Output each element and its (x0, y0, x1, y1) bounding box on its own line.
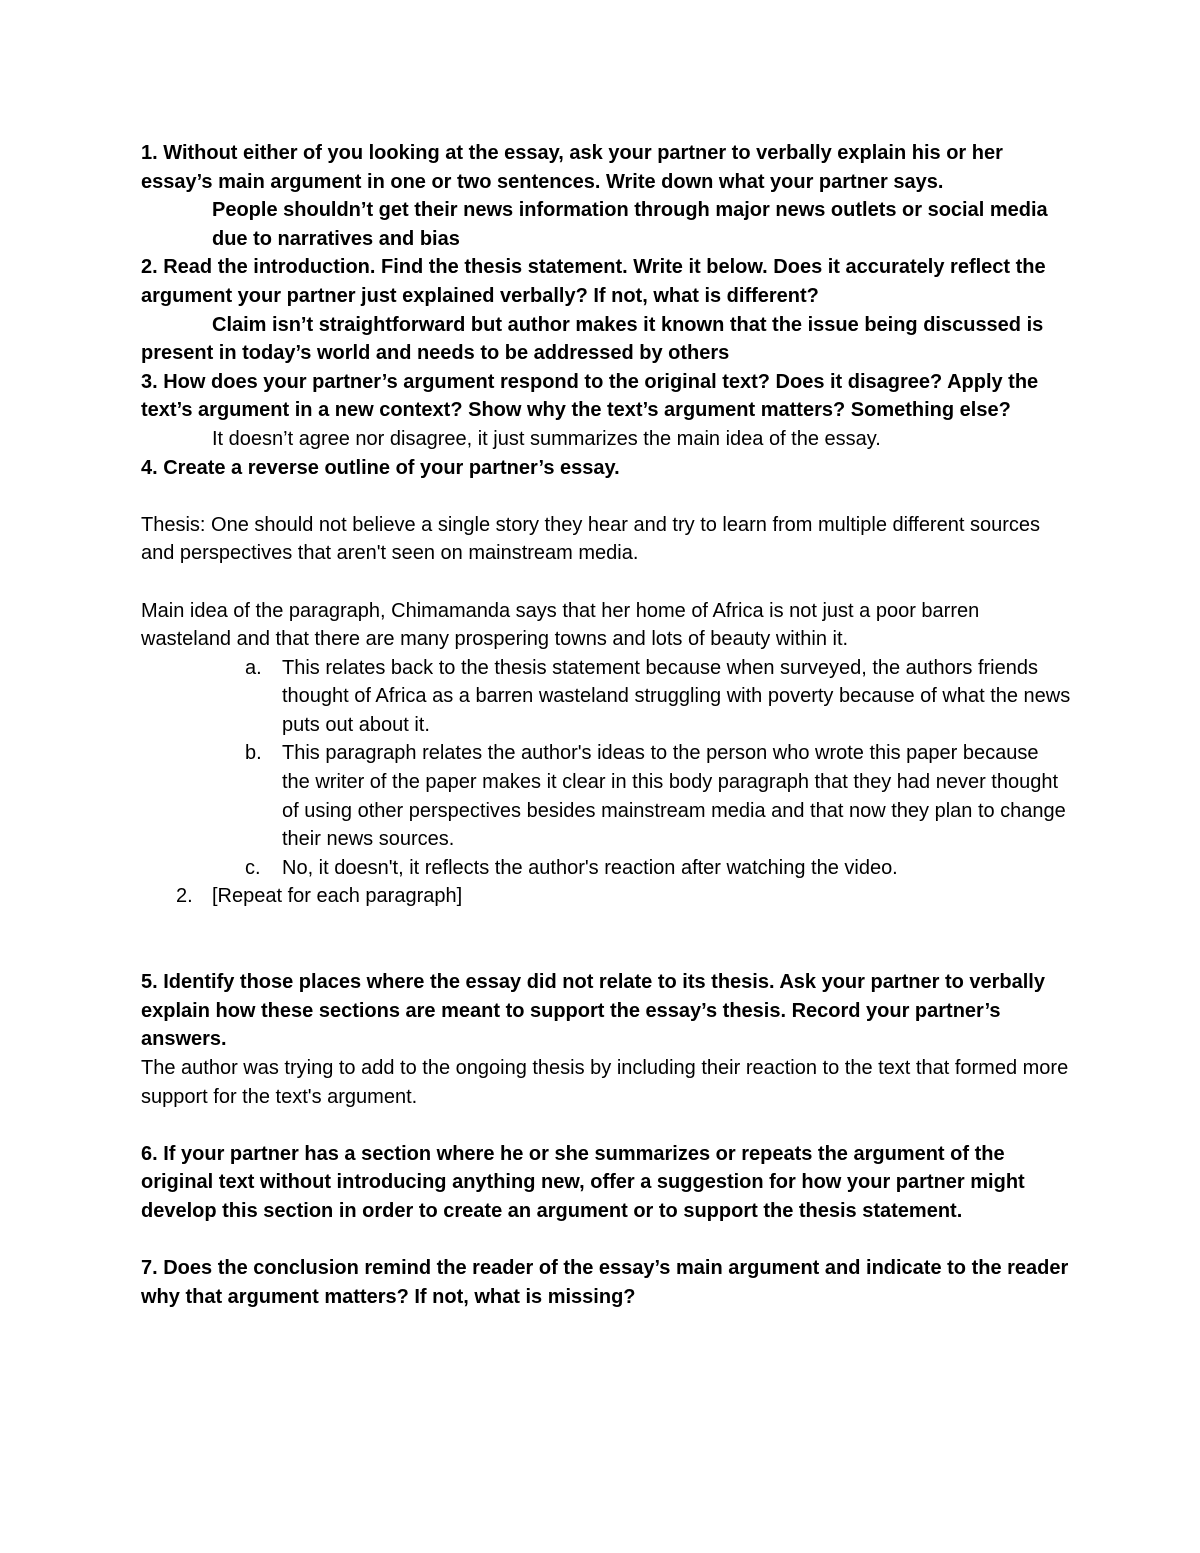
repeat-item (141, 882, 1071, 911)
list-item (141, 854, 1071, 883)
list-marker: c. (245, 856, 261, 879)
list-item-text: This relates back to the thesis statement because when surveyed, the authors friends thought of Africa as a barren wasteland struggling with poverty because of what the news puts out about it. (282, 656, 1071, 736)
answer-1: People shouldn’t get their news information through major news outlets or social media due to narratives and bias (212, 199, 1048, 250)
question-4: 4. Create a reverse outline of your partner’s essay. (141, 456, 620, 479)
question-5: 5. Identify those places where the essay did not relate to its thesis. Ask your partner to verbally explain how these sections are meant to support the essay’s thesis. Record your partner’s answers. (141, 971, 1045, 1051)
outline-sublist (141, 654, 1071, 883)
spacer (141, 1226, 1071, 1255)
list-item-text: [Repeat for each paragraph] (212, 885, 463, 908)
list-item (141, 654, 1071, 740)
answer-2: Claim isn’t straightforward but author makes it known that the issue being discussed is present in today’s world and needs to be addressed by others (141, 313, 1044, 365)
main-idea-text: Main idea of the paragraph, Chimamanda says that her home of Africa is not just a poor barren wasteland and that there are many prospering towns and lots of beauty within it. (141, 599, 980, 651)
list-item (141, 739, 1071, 853)
answer-3: It doesn’t agree nor disagree, it just summarizes the main idea of the essay. (212, 427, 881, 450)
list-marker: 2. (176, 885, 193, 908)
question-2: 2. Read the introduction. Find the thesis statement. Write it below. Does it accurately reflect the argument your partner just explained verbally? If not, what is different? (141, 256, 1046, 307)
list-item-text: This paragraph relates the author's ideas to the person who wrote this paper because the writer of the paper makes it clear in this body paragraph that they had never thought of using other perspectives besides mainstream media and that now they plan to change their news sources. (282, 742, 1066, 851)
question-3: 3. How does your partner’s argument respond to the original text? Does it disagree? Apply the text’s argument in a new context? Show why the text’s argument matters? Something else? (141, 370, 1039, 422)
thesis-text: Thesis: One should not believe a single story they hear and try to learn from multiple different sources and perspectives that aren't seen on mainstream media. (141, 513, 1040, 565)
answer-5: The author was trying to add to the ongoing thesis by including their reaction to the text that formed more support for the text's argument. (141, 1057, 1069, 1108)
question-7: 7. Does the conclusion remind the reader of the essay’s main argument and indicate to the reader why that argument matters? If not, what is missing? (141, 1257, 1069, 1308)
spacer (141, 1111, 1071, 1140)
spacer (141, 911, 1071, 968)
spacer (141, 482, 1071, 511)
spacer (141, 568, 1071, 597)
question-1: 1. Without either of you looking at the essay, ask your partner to verbally explain his or her essay’s main argument in one or two sentences. Write down what your partner says. (141, 142, 1003, 193)
list-item-text: No, it doesn't, it reflects the author's reaction after watching the video. (282, 856, 898, 879)
list-marker: b. (245, 742, 262, 765)
list-marker: a. (245, 656, 262, 679)
worksheet-page (141, 139, 1071, 1311)
question-6: 6. If your partner has a section where he or she summarizes or repeats the argument of the original text without introducing anything new, offer a suggestion for how your partner might develop this section in order to create an argument or to support the thesis statement. (141, 1142, 1025, 1222)
